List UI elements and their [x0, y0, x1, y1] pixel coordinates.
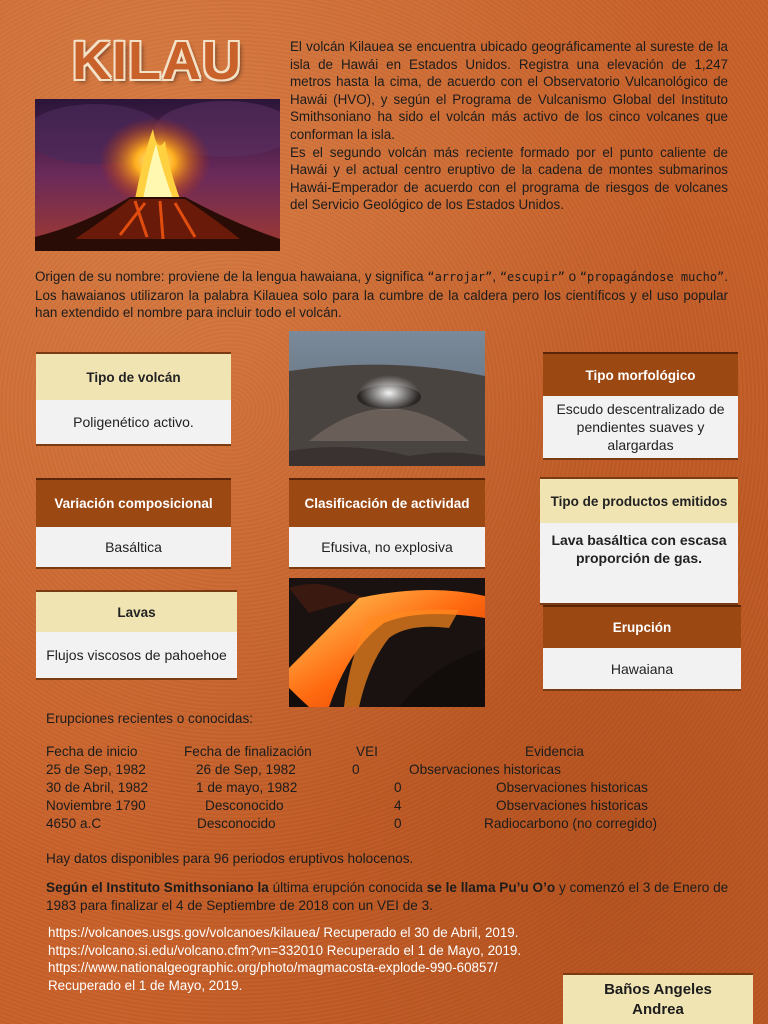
box-heading: Tipo de volcán	[36, 352, 231, 400]
reference-link[interactable]: https://www.nationalgeographic.org/photo/magmacosta-explode-990-60857/	[48, 960, 498, 976]
intro-paragraph: El volcán Kilauea se encuentra ubicado geográficamente al sureste de la isla de Hawái en Estados Unidos. Registra una elevación de 1,247 metros hasta la cima, de acuerdo con el Observatorio Vulcanológico de Hawái (HVO), y según el Programa de Vulcanismo Global del Instituto Smithsoniano ha sido el volcán más activo de los cinco volcanes que conforman la isla.	[290, 39, 728, 142]
table-cell: 0	[394, 780, 402, 795]
tipo-volcan-box	[36, 352, 231, 446]
crater-aerial-photo	[289, 331, 485, 466]
column-header: Evidencia	[525, 744, 584, 759]
references-list	[48, 924, 608, 994]
tipo-productos-box	[540, 477, 738, 605]
box-heading: Tipo de productos emitidos	[540, 477, 738, 523]
table-cell: Observaciones historicas	[496, 798, 648, 813]
column-header: Fecha de inicio	[46, 744, 138, 759]
variacion-composicional-box	[36, 478, 231, 569]
box-heading: Variación composicional	[36, 478, 231, 527]
table-cell: 4	[394, 798, 402, 813]
lavas-box	[36, 590, 237, 680]
author-name-line: Andrea	[632, 1000, 684, 1018]
author-name-line: Baños Angeles	[604, 980, 712, 998]
tipo-morfologico-box	[543, 352, 738, 460]
eruptions-heading: Erupciones recientes o conocidas:	[46, 711, 254, 726]
table-cell: Observaciones historicas	[409, 762, 561, 777]
name-origin-text: Origen de su nombre: proviene de la lengua hawaiana, y significa “arrojar”, “escupir” o “propagándose mucho”. Los hawaianos utilizaron la palabra Kilauea solo para la cumbre de la caldera pero los científicos y el uso popular han extendido el nombre para incluir todo el volcán.	[35, 269, 728, 321]
table-cell: Observaciones historicas	[496, 780, 648, 795]
box-value: Flujos viscosos de pahoehoe	[36, 632, 237, 680]
lava-river-photo	[289, 578, 485, 707]
box-heading: Lavas	[36, 590, 237, 632]
reference-link[interactable]: https://volcanoes.usgs.gov/volcanoes/kilauea/ Recuperado el 30 de Abril, 2019.	[48, 925, 519, 940]
table-cell: Noviembre 1790	[46, 798, 146, 813]
clasificacion-actividad-box	[289, 478, 485, 569]
eruptions-section	[46, 710, 736, 840]
table-cell: Radiocarbono (no corregido)	[484, 816, 658, 831]
table-cell: Desconocido	[197, 816, 276, 831]
box-value: Poligenético activo.	[36, 400, 231, 446]
intro-paragraph: Es el segundo volcán más reciente formado por el punto caliente de Hawái y el actual centro eruptivo de la cadena de montes submarinos Hawái-Emperador de acuerdo con el programa de riesgos de volcanes del Servicio Geológico de los Estados Unidos.	[290, 144, 728, 213]
reference-text: Recuperado el 1 de Mayo, 2019.	[48, 977, 243, 993]
erupcion-box	[543, 605, 741, 691]
table-cell: 30 de Abril, 1982	[46, 780, 149, 795]
box-value: Lava basáltica con escasa proporción de gas.	[540, 523, 738, 605]
reference-link[interactable]: https://volcano.si.edu/volcano.cfm?vn=332010 Recuperado el 1 de Mayo, 2019.	[48, 942, 522, 958]
box-heading: Erupción	[543, 605, 741, 648]
box-value: Escudo descentralizado de pendientes suaves y alargardas	[543, 396, 738, 460]
author-box	[563, 973, 753, 1024]
box-value: Hawaiana	[543, 648, 741, 691]
box-value: Efusiva, no explosiva	[289, 527, 485, 569]
table-cell: Desconocido	[205, 798, 284, 813]
page-title: KILAU	[72, 31, 242, 91]
table-cell: 4650 a.C	[46, 816, 102, 831]
box-value: Basáltica	[36, 527, 231, 569]
box-heading: Clasificación de actividad	[289, 478, 485, 527]
table-cell: 0	[352, 762, 360, 777]
box-heading: Tipo morfológico	[543, 352, 738, 396]
column-header: VEI	[356, 744, 378, 759]
origin-label: Origen de su nombre:	[35, 269, 165, 284]
intro-text	[290, 38, 728, 214]
table-cell: 26 de Sep, 1982	[196, 762, 296, 777]
table-cell: 1 de mayo, 1982	[196, 780, 298, 795]
table-cell: 25 de Sep, 1982	[46, 762, 146, 777]
last-eruption-note: Según el Instituto Smithsoniano la última erupción conocida se le llama Pu’u O’o y comenzó el 3 de Enero de 1983 para finalizar el 4 de Septiembre de 2018 con un VEI de 3.	[46, 880, 729, 913]
holocene-note: Hay datos disponibles para 96 periodos eruptivos holocenos.	[46, 851, 414, 866]
column-header: Fecha de finalización	[184, 744, 312, 759]
table-cell: 0	[394, 816, 402, 831]
volcano-eruption-photo	[35, 99, 280, 251]
